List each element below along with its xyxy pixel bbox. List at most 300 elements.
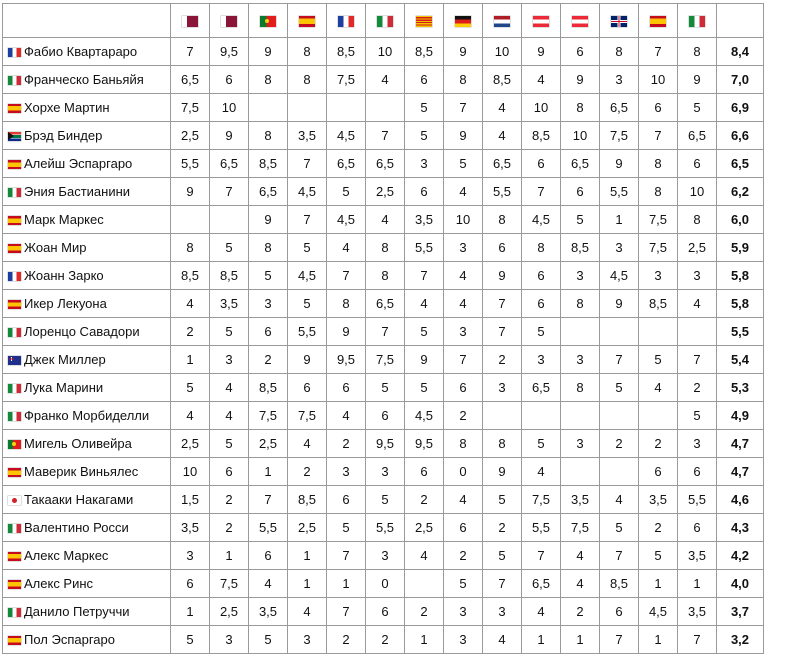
catalonia-flag-icon <box>416 16 432 27</box>
italy-flag-icon <box>8 608 21 617</box>
score-cell: 7 <box>288 206 327 234</box>
score-cell <box>483 402 522 430</box>
score-cell: 3 <box>444 318 483 346</box>
table-row <box>3 570 764 598</box>
average-cell: 4,7 <box>717 458 764 486</box>
score-cell: 8 <box>366 262 405 290</box>
score-cell: 6,5 <box>327 150 366 178</box>
score-cell: 5 <box>678 402 717 430</box>
score-cell: 2 <box>483 514 522 542</box>
average-cell: 5,4 <box>717 346 764 374</box>
score-cell: 10 <box>639 66 678 94</box>
rider-name: Мигель Оливейра <box>24 436 132 451</box>
rider-name: Пол Эспаргаро <box>24 632 115 647</box>
score-cell: 4 <box>288 598 327 626</box>
rider-name: Лука Марини <box>24 380 104 395</box>
score-cell: 7 <box>366 122 405 150</box>
score-cell: 5 <box>249 626 288 654</box>
score-cell: 6 <box>171 570 210 598</box>
score-cell: 5 <box>405 122 444 150</box>
rider-cell <box>3 290 171 318</box>
spain-flag-icon <box>650 16 666 27</box>
rider-cell <box>3 626 171 654</box>
qatar-flag-icon <box>221 16 237 27</box>
score-cell: 3 <box>522 346 561 374</box>
score-cell: 2,5 <box>210 598 249 626</box>
score-cell: 8,5 <box>639 290 678 318</box>
score-cell: 1 <box>639 570 678 598</box>
rider-cell <box>3 346 171 374</box>
score-cell: 2 <box>288 458 327 486</box>
spain-flag-icon <box>8 636 21 645</box>
round-header-cell <box>249 4 288 38</box>
score-cell: 10 <box>522 94 561 122</box>
score-cell: 4,5 <box>600 262 639 290</box>
rider-name: Марк Маркес <box>24 212 104 227</box>
score-cell: 7 <box>639 38 678 66</box>
rider-cell <box>3 150 171 178</box>
header-row <box>3 4 764 38</box>
score-cell: 6,5 <box>600 94 639 122</box>
score-cell: 4 <box>210 402 249 430</box>
score-cell: 7,5 <box>639 234 678 262</box>
round-header-cell <box>444 4 483 38</box>
score-cell: 4 <box>405 542 444 570</box>
score-cell: 8 <box>249 66 288 94</box>
score-cell: 2 <box>405 486 444 514</box>
score-cell: 9,5 <box>366 430 405 458</box>
rider-cell <box>3 542 171 570</box>
score-cell: 4 <box>249 570 288 598</box>
rider-name: Франко Морбиделли <box>24 408 150 423</box>
score-cell: 7 <box>327 262 366 290</box>
score-cell: 6 <box>444 374 483 402</box>
score-cell: 3,5 <box>678 598 717 626</box>
score-cell: 3,5 <box>210 290 249 318</box>
score-cell: 6 <box>405 66 444 94</box>
score-cell: 3 <box>600 66 639 94</box>
round-header-cell <box>678 4 717 38</box>
score-cell: 2,5 <box>249 430 288 458</box>
score-cell <box>678 318 717 346</box>
score-cell: 7 <box>483 570 522 598</box>
score-cell: 7 <box>366 318 405 346</box>
score-cell: 3 <box>444 598 483 626</box>
score-cell: 3,5 <box>288 122 327 150</box>
score-cell: 7 <box>405 262 444 290</box>
score-cell: 9 <box>444 38 483 66</box>
score-cell: 6,5 <box>366 150 405 178</box>
spain-flag-icon <box>8 104 21 113</box>
spain-flag-icon <box>8 300 21 309</box>
score-cell: 9 <box>483 458 522 486</box>
table-row <box>3 402 764 430</box>
score-cell: 8 <box>249 122 288 150</box>
spain-flag-icon <box>8 160 21 169</box>
score-cell: 7 <box>249 486 288 514</box>
rider-name: Маверик Виньялес <box>24 464 139 479</box>
score-cell: 1 <box>171 346 210 374</box>
score-cell: 5,5 <box>678 486 717 514</box>
average-cell: 3,7 <box>717 598 764 626</box>
score-cell: 3 <box>561 346 600 374</box>
rider-cell <box>3 374 171 402</box>
score-cell: 3 <box>678 430 717 458</box>
score-cell: 5 <box>210 430 249 458</box>
score-cell: 4 <box>444 486 483 514</box>
portugal-flag-icon <box>260 16 276 27</box>
score-cell <box>639 318 678 346</box>
score-cell: 4 <box>483 626 522 654</box>
score-cell: 8 <box>678 206 717 234</box>
score-cell <box>405 570 444 598</box>
score-cell: 4 <box>561 542 600 570</box>
rider-name: Джек Миллер <box>24 352 106 367</box>
score-cell: 6 <box>327 486 366 514</box>
spain-flag-icon <box>8 468 21 477</box>
score-cell: 7 <box>600 346 639 374</box>
france-flag-icon <box>338 16 354 27</box>
rider-name: Алекс Ринс <box>24 576 94 591</box>
score-cell <box>600 402 639 430</box>
score-cell: 6,5 <box>522 374 561 402</box>
score-cell <box>327 94 366 122</box>
average-cell: 5,5 <box>717 318 764 346</box>
score-cell: 8 <box>678 38 717 66</box>
score-cell: 4 <box>327 234 366 262</box>
rider-name: Жоанн Зарко <box>24 268 104 283</box>
score-cell: 8,5 <box>483 66 522 94</box>
score-cell: 9 <box>288 346 327 374</box>
score-cell: 5 <box>600 514 639 542</box>
rider-name: Валентино Росси <box>24 520 129 535</box>
table-row <box>3 318 764 346</box>
average-cell: 6,5 <box>717 150 764 178</box>
table-header <box>3 4 764 38</box>
score-cell: 7 <box>444 346 483 374</box>
score-cell: 9,5 <box>327 346 366 374</box>
round-header-cell <box>366 4 405 38</box>
score-cell: 4 <box>171 402 210 430</box>
rider-cell <box>3 318 171 346</box>
score-cell: 6 <box>639 458 678 486</box>
score-cell <box>600 458 639 486</box>
score-cell: 8 <box>444 430 483 458</box>
score-cell: 9 <box>249 206 288 234</box>
score-cell: 3 <box>210 626 249 654</box>
average-cell: 6,2 <box>717 178 764 206</box>
score-cell: 6 <box>678 514 717 542</box>
round-header-cell <box>327 4 366 38</box>
score-cell: 4 <box>210 374 249 402</box>
portugal-flag-icon <box>8 440 21 449</box>
score-cell: 7 <box>288 150 327 178</box>
score-cell: 7 <box>678 626 717 654</box>
rider-cell <box>3 178 171 206</box>
score-cell: 2 <box>483 346 522 374</box>
score-cell: 4 <box>444 262 483 290</box>
ratings-table <box>2 3 764 654</box>
score-cell: 7 <box>639 122 678 150</box>
score-cell: 2 <box>639 514 678 542</box>
italy-flag-icon <box>8 76 21 85</box>
score-cell: 7,5 <box>327 66 366 94</box>
score-cell: 9 <box>171 178 210 206</box>
score-cell: 0 <box>366 570 405 598</box>
score-cell: 7,5 <box>522 486 561 514</box>
score-cell: 2 <box>327 430 366 458</box>
score-cell: 1 <box>405 626 444 654</box>
score-cell: 8 <box>327 290 366 318</box>
score-cell: 3 <box>483 374 522 402</box>
score-cell: 6,5 <box>366 290 405 318</box>
score-cell: 6 <box>366 598 405 626</box>
score-cell: 4,5 <box>288 262 327 290</box>
score-cell: 7 <box>600 542 639 570</box>
score-cell: 9 <box>249 38 288 66</box>
score-cell: 4 <box>483 94 522 122</box>
score-cell: 8 <box>288 38 327 66</box>
score-cell: 4 <box>522 66 561 94</box>
score-cell: 4 <box>678 290 717 318</box>
australia-flag-icon <box>8 356 21 365</box>
rider-cell <box>3 598 171 626</box>
score-cell: 5 <box>522 318 561 346</box>
table-row <box>3 542 764 570</box>
score-cell: 8,5 <box>249 150 288 178</box>
score-cell <box>561 402 600 430</box>
score-cell <box>171 206 210 234</box>
score-cell: 3,5 <box>639 486 678 514</box>
score-cell: 6 <box>249 318 288 346</box>
score-cell: 3,5 <box>678 542 717 570</box>
score-cell: 6 <box>522 150 561 178</box>
score-cell: 4,5 <box>327 122 366 150</box>
score-cell: 4,5 <box>522 206 561 234</box>
score-cell: 6,5 <box>171 66 210 94</box>
score-cell: 2 <box>444 542 483 570</box>
score-cell: 6,5 <box>483 150 522 178</box>
japan-flag-icon <box>8 496 21 505</box>
score-cell: 5 <box>288 290 327 318</box>
score-cell: 4 <box>405 290 444 318</box>
score-cell: 8 <box>561 94 600 122</box>
spain-flag-icon <box>299 16 315 27</box>
netherlands-flag-icon <box>494 16 510 27</box>
score-cell: 5,5 <box>405 234 444 262</box>
score-cell: 7,5 <box>366 346 405 374</box>
score-cell: 5 <box>405 94 444 122</box>
score-cell: 1 <box>288 570 327 598</box>
rider-name: Фабио Квартараро <box>24 44 138 59</box>
score-cell: 5 <box>600 374 639 402</box>
score-cell <box>561 458 600 486</box>
score-cell: 4 <box>366 66 405 94</box>
italy-flag-icon <box>8 328 21 337</box>
score-cell: 8 <box>171 234 210 262</box>
score-cell <box>366 94 405 122</box>
score-cell: 3 <box>561 262 600 290</box>
austria-flag-icon <box>533 16 549 27</box>
table-row <box>3 206 764 234</box>
score-cell: 9 <box>210 122 249 150</box>
score-cell: 7 <box>327 542 366 570</box>
table-row <box>3 458 764 486</box>
score-cell: 4 <box>288 430 327 458</box>
round-header-cell <box>522 4 561 38</box>
rider-name: Такааки Накагами <box>24 492 134 507</box>
average-cell: 6,0 <box>717 206 764 234</box>
score-cell: 3 <box>171 542 210 570</box>
score-cell: 7,5 <box>288 402 327 430</box>
score-cell: 5 <box>639 346 678 374</box>
france-flag-icon <box>8 48 21 57</box>
round-header-cell <box>405 4 444 38</box>
spain-flag-icon <box>8 216 21 225</box>
header-corner-cell <box>3 4 171 38</box>
score-cell <box>561 318 600 346</box>
rider-name: Хорхе Мартин <box>24 100 110 115</box>
score-cell: 8,5 <box>561 234 600 262</box>
score-cell: 5 <box>249 262 288 290</box>
rider-cell <box>3 66 171 94</box>
table-row <box>3 122 764 150</box>
score-cell <box>288 94 327 122</box>
score-cell: 4 <box>600 486 639 514</box>
score-cell: 7 <box>483 290 522 318</box>
score-cell: 5,5 <box>288 318 327 346</box>
rider-name: Франческо Баньяйя <box>24 72 144 87</box>
score-cell: 6,5 <box>249 178 288 206</box>
austria-flag-icon <box>572 16 588 27</box>
score-cell: 8 <box>444 66 483 94</box>
italy-flag-icon <box>8 412 21 421</box>
average-cell: 5,3 <box>717 374 764 402</box>
score-cell: 6 <box>366 402 405 430</box>
rider-name: Жоан Мир <box>24 240 87 255</box>
score-cell: 2,5 <box>171 430 210 458</box>
score-cell: 9,5 <box>210 38 249 66</box>
score-cell: 1 <box>171 598 210 626</box>
rider-cell <box>3 38 171 66</box>
score-cell: 4 <box>366 206 405 234</box>
round-header-cell <box>483 4 522 38</box>
score-cell: 2,5 <box>405 514 444 542</box>
average-cell: 6,6 <box>717 122 764 150</box>
table-row <box>3 346 764 374</box>
rider-name: Брэд Биндер <box>24 128 103 143</box>
score-cell: 5 <box>405 318 444 346</box>
score-cell: 5 <box>561 206 600 234</box>
rider-cell <box>3 206 171 234</box>
score-cell: 2 <box>366 626 405 654</box>
score-cell: 2 <box>444 402 483 430</box>
score-cell: 5 <box>405 374 444 402</box>
score-cell: 8 <box>249 234 288 262</box>
score-cell: 9 <box>600 150 639 178</box>
score-cell: 9 <box>483 262 522 290</box>
score-cell: 6 <box>522 290 561 318</box>
italy-flag-icon <box>689 16 705 27</box>
score-cell: 4 <box>522 598 561 626</box>
round-header-cell <box>171 4 210 38</box>
rider-name: Алейш Эспаргаро <box>24 156 133 171</box>
score-cell: 8,5 <box>405 38 444 66</box>
score-cell: 8,5 <box>249 374 288 402</box>
score-cell: 3 <box>639 262 678 290</box>
score-cell: 5 <box>171 626 210 654</box>
score-cell: 9 <box>600 290 639 318</box>
italy-flag-icon <box>8 524 21 533</box>
score-cell: 7,5 <box>639 206 678 234</box>
score-cell: 8 <box>483 206 522 234</box>
score-cell: 5,5 <box>249 514 288 542</box>
score-cell: 4 <box>171 290 210 318</box>
score-cell: 10 <box>171 458 210 486</box>
score-cell: 1 <box>249 458 288 486</box>
rider-cell <box>3 262 171 290</box>
score-cell: 2 <box>210 486 249 514</box>
score-cell <box>600 318 639 346</box>
score-cell: 5,5 <box>171 150 210 178</box>
score-cell: 3 <box>327 458 366 486</box>
average-cell: 4,6 <box>717 486 764 514</box>
rider-cell <box>3 402 171 430</box>
score-cell: 2,5 <box>366 178 405 206</box>
round-header-cell <box>288 4 327 38</box>
score-cell: 3 <box>288 626 327 654</box>
table-row <box>3 374 764 402</box>
score-cell: 3 <box>600 234 639 262</box>
score-cell: 5,5 <box>522 514 561 542</box>
score-cell: 8 <box>561 374 600 402</box>
rider-cell <box>3 94 171 122</box>
table-row <box>3 626 764 654</box>
rider-name: Икер Лекуона <box>24 296 107 311</box>
italy-flag-icon <box>8 188 21 197</box>
score-cell: 6 <box>405 458 444 486</box>
score-cell <box>639 402 678 430</box>
score-cell: 8 <box>639 150 678 178</box>
score-cell: 10 <box>561 122 600 150</box>
score-cell: 5,5 <box>600 178 639 206</box>
score-cell: 2 <box>210 514 249 542</box>
score-cell: 5 <box>639 542 678 570</box>
score-cell: 7,5 <box>600 122 639 150</box>
spain-flag-icon <box>8 580 21 589</box>
score-cell: 7 <box>483 318 522 346</box>
average-cell: 4,2 <box>717 542 764 570</box>
score-cell: 6,5 <box>561 150 600 178</box>
spain-flag-icon <box>8 552 21 561</box>
score-cell: 3,5 <box>171 514 210 542</box>
table-row <box>3 430 764 458</box>
rider-cell <box>3 514 171 542</box>
average-cell: 5,8 <box>717 290 764 318</box>
score-cell: 2,5 <box>678 234 717 262</box>
score-cell: 3 <box>366 458 405 486</box>
score-cell: 3 <box>483 598 522 626</box>
score-cell <box>210 206 249 234</box>
score-cell <box>522 402 561 430</box>
rider-cell <box>3 570 171 598</box>
score-cell: 6 <box>405 178 444 206</box>
average-cell: 4,3 <box>717 514 764 542</box>
table-row <box>3 290 764 318</box>
table-row <box>3 598 764 626</box>
score-cell: 10 <box>444 206 483 234</box>
score-cell: 5 <box>288 234 327 262</box>
